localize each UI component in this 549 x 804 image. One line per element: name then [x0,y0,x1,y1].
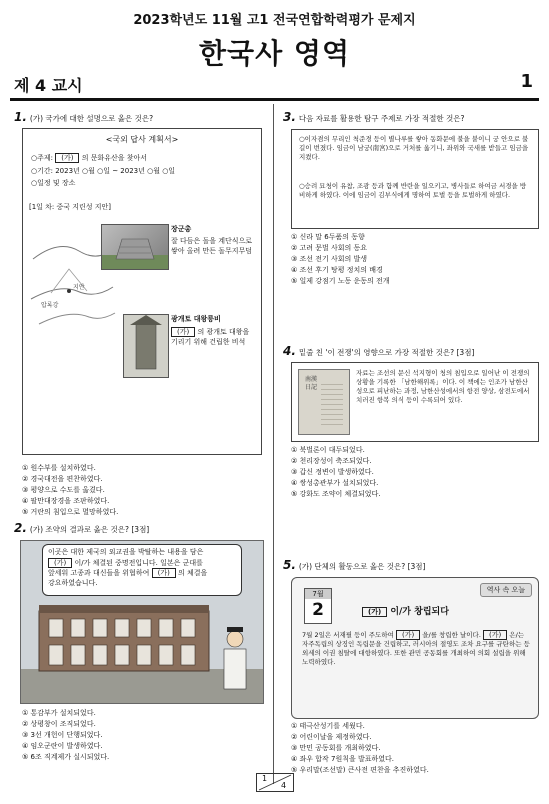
q1-option-2[interactable]: ② 경국대전을 편찬하였다. [22,475,103,483]
q3-options [291,232,390,287]
q1-topic: ○주제: (가) 의 문화유산을 찾아서 [31,154,148,162]
q4-option-4[interactable]: ④ 쌍성총관부가 설치되었다. [291,479,379,487]
q5-para: 7월 2일은 서재필 등이 주도하여 (가) 을/를 창립한 날이다. (가) 은/는 자주독립의 상징인 독립문을 건립하고, 러시아의 절영도 조차 요구를 규탄하는 등 외세의 이권 침탈에 대항하였다. 또한 관민 공동회를 개최하여 의회 설립을 위해 노력하였다. [302,631,530,666]
q5-number: 5. [283,558,296,572]
q1-site2-desc: (가) 의 광개토 대왕을 기리기 위해 건립한 비석 [171,328,250,346]
q4-number: 4. [283,344,296,358]
q1-options [22,463,118,518]
page-counter [256,773,294,792]
q2-speech-bubble: 이곳은 대한 제국의 외교권을 박탈하는 내용을 담은 (가) 이/가 체결된 중명전입니다. 일본은 군대를 앞세워 고종과 대신들을 위협하여 (가) 의 체결을 강요하였습니다. [42,544,242,596]
q1-period: ○기간: 2023년 ○월 ○일 ~ 2023년 ○월 ○일 [31,167,176,175]
q1-site2-blank: (가) [171,327,195,337]
q5-option-1[interactable]: ① 태극산성기를 세웠다. [291,722,365,730]
page-total: 4 [281,781,287,790]
q5-calendar [304,588,332,624]
q5-options [291,721,429,776]
q5-day: 2 [312,600,324,620]
q5-option-4[interactable]: ④ 좌우 합작 7원칙을 발표하였다. [291,755,394,763]
q1-tomb-shape [102,225,168,269]
q5-stem: 5. (가) 단체의 활동으로 옳은 것은? [3점] [283,558,426,572]
q2-blank-2: (가) [152,568,176,578]
q1-option-1[interactable]: ① 원수부를 설치하였다. [22,464,96,472]
q2-blank-1: (가) [48,558,72,568]
q1-day1: [1일 차: 중국 지린성 지안] [29,203,112,211]
q4-source-box [291,362,539,442]
q1-option-3[interactable]: ③ 평양으로 수도를 옮겼다. [22,486,105,494]
q1-option-4[interactable]: ④ 팔만대장경을 조판하였다. [22,497,110,505]
q5-headline-blank: (가) [362,607,387,617]
exam-title: 2023학년도 11월 고1 전국연합학력평가 문제지 [133,13,416,28]
subject-title: 한국사 영역 [199,37,350,70]
q1-site2-name: 광개토 대왕릉비 [171,315,221,323]
q4-book-title: 南漢日記 [305,376,318,391]
q2-option-3[interactable]: ③ 3선 개헌이 단행되었다. [22,731,103,739]
q5-tag: 역사 속 오늘 [480,583,532,597]
q1-option-5[interactable]: ⑤ 거란의 침입으로 멸망하였다. [22,508,119,516]
q1-site1-desc: 잘 다듬은 돌을 계단식으로 쌓아 올려 만든 돌무지무덤 [171,237,253,255]
q3-option-1[interactable]: ① 신라 말 6두품의 동향 [291,233,365,241]
column-divider [273,104,274,784]
q4-para: 자료는 조선의 문신 석지형이 청의 침입으로 일어난 이 전쟁의 상황을 기록한 「남한해위록」이다. 이 책에는 인조가 남한산성으로 피난하는 과정, 남한산성에서의 항전 양상, 삼전도에서 치러진 항복 의식 등이 수록되어 있다. [356,369,530,404]
q4-option-3[interactable]: ③ 갑신 정변이 발생하였다. [291,468,374,476]
page-current: 1 [262,774,268,783]
q3-number: 3. [283,110,296,124]
q5-option-3[interactable]: ③ 만민 공동회를 개최하였다. [291,744,381,752]
q4-stem: 4. 밑줄 친 '이 전쟁'의 영향으로 가장 적절한 것은? [3점] [283,344,475,358]
q5-month: 7월 [305,589,331,599]
q1-schedule: ○일정 및 장소 [31,179,76,187]
header-rule [10,98,539,101]
q5-para-blank-1: (가) [396,630,420,640]
q5-headline: (가) 이/가 창립되다 [362,604,449,617]
q3-stem: 3. 다음 자료를 활용한 탐구 주제로 가장 적절한 것은? [283,110,465,124]
q2-stem: 2. (가) 조약의 결과로 옳은 것은? [3점] [14,521,150,535]
q1-map-label-river: 압록강 [41,302,59,309]
q3-option-4[interactable]: ④ 조선 후기 탕평 정치의 배경 [291,266,383,274]
q1-stem: 1. (가) 국가에 대한 설명으로 옳은 것은? [14,110,154,124]
q2-options [22,708,109,763]
q4-option-5[interactable]: ⑤ 강화도 조약이 체결되었다. [291,490,381,498]
q2-option-2[interactable]: ② 상평창이 조직되었다. [22,720,96,728]
period-label: 제 4 교시 [14,76,83,95]
q1-box-title: <국외 답사 계획서> [105,135,179,144]
q1-stele-shape [124,315,168,377]
q2-number: 2. [14,521,27,535]
q5-para-blank-2: (가) [483,630,507,640]
q3-para-2: ○승려 묘청이 유참, 조광 등과 함께 반란을 일으키고, 병사들로 하여금 서경을 방비하게 하였다. 이에 임금이 김부식에게 명하여 토벌 등을 토벌하게 하였다. [299,182,527,199]
q5-option-2[interactable]: ② 어린이날을 제정하였다. [291,733,372,741]
q1-plan-box [22,128,262,455]
q1-stele-photo [123,314,169,378]
q4-book-image [298,369,350,435]
q1-tomb-photo [101,224,169,270]
q2-option-5[interactable]: ⑤ 6조 직계제가 실시되었다. [22,753,110,761]
page-number: 1 [520,71,533,92]
q3-option-3[interactable]: ③ 조선 전기 사회의 발생 [291,255,368,263]
q3-option-5[interactable]: ⑤ 일제 강점기 노동 운동의 전개 [291,277,390,285]
q1-number: 1. [14,110,27,124]
q3-source-box [291,129,539,229]
q5-option-5[interactable]: ⑤ 우리말(조선말) 큰사전 편찬을 추진하였다. [291,766,429,774]
q4-option-1[interactable]: ① 북벌론이 대두되었다. [291,446,365,454]
q5-news-box [291,577,539,719]
q2-option-1[interactable]: ① 통감부가 설치되었다. [22,709,96,717]
q4-option-2[interactable]: ② 천리장성이 축조되었다. [291,457,372,465]
q1-topic-blank: (가) [55,153,79,163]
q3-option-2[interactable]: ② 고려 문벌 사회의 동요 [291,244,368,252]
q4-options [291,445,381,500]
q3-para-1: ○이자겸의 무리인 척준경 등이 별나루를 쌓아 동화문에 불을 붙이니 궁 안으로 불길이 번졌다. 임금이 남궁(南宮)으로 거처를 옮기니, 좌위와 국새를 받들고 임금을 지켰다. [299,135,529,161]
q1-map-label-city: 지안 [73,284,85,291]
q2-option-4[interactable]: ④ 임오군란이 발생하였다. [22,742,103,750]
q1-site1-name: 장군총 [171,225,192,233]
